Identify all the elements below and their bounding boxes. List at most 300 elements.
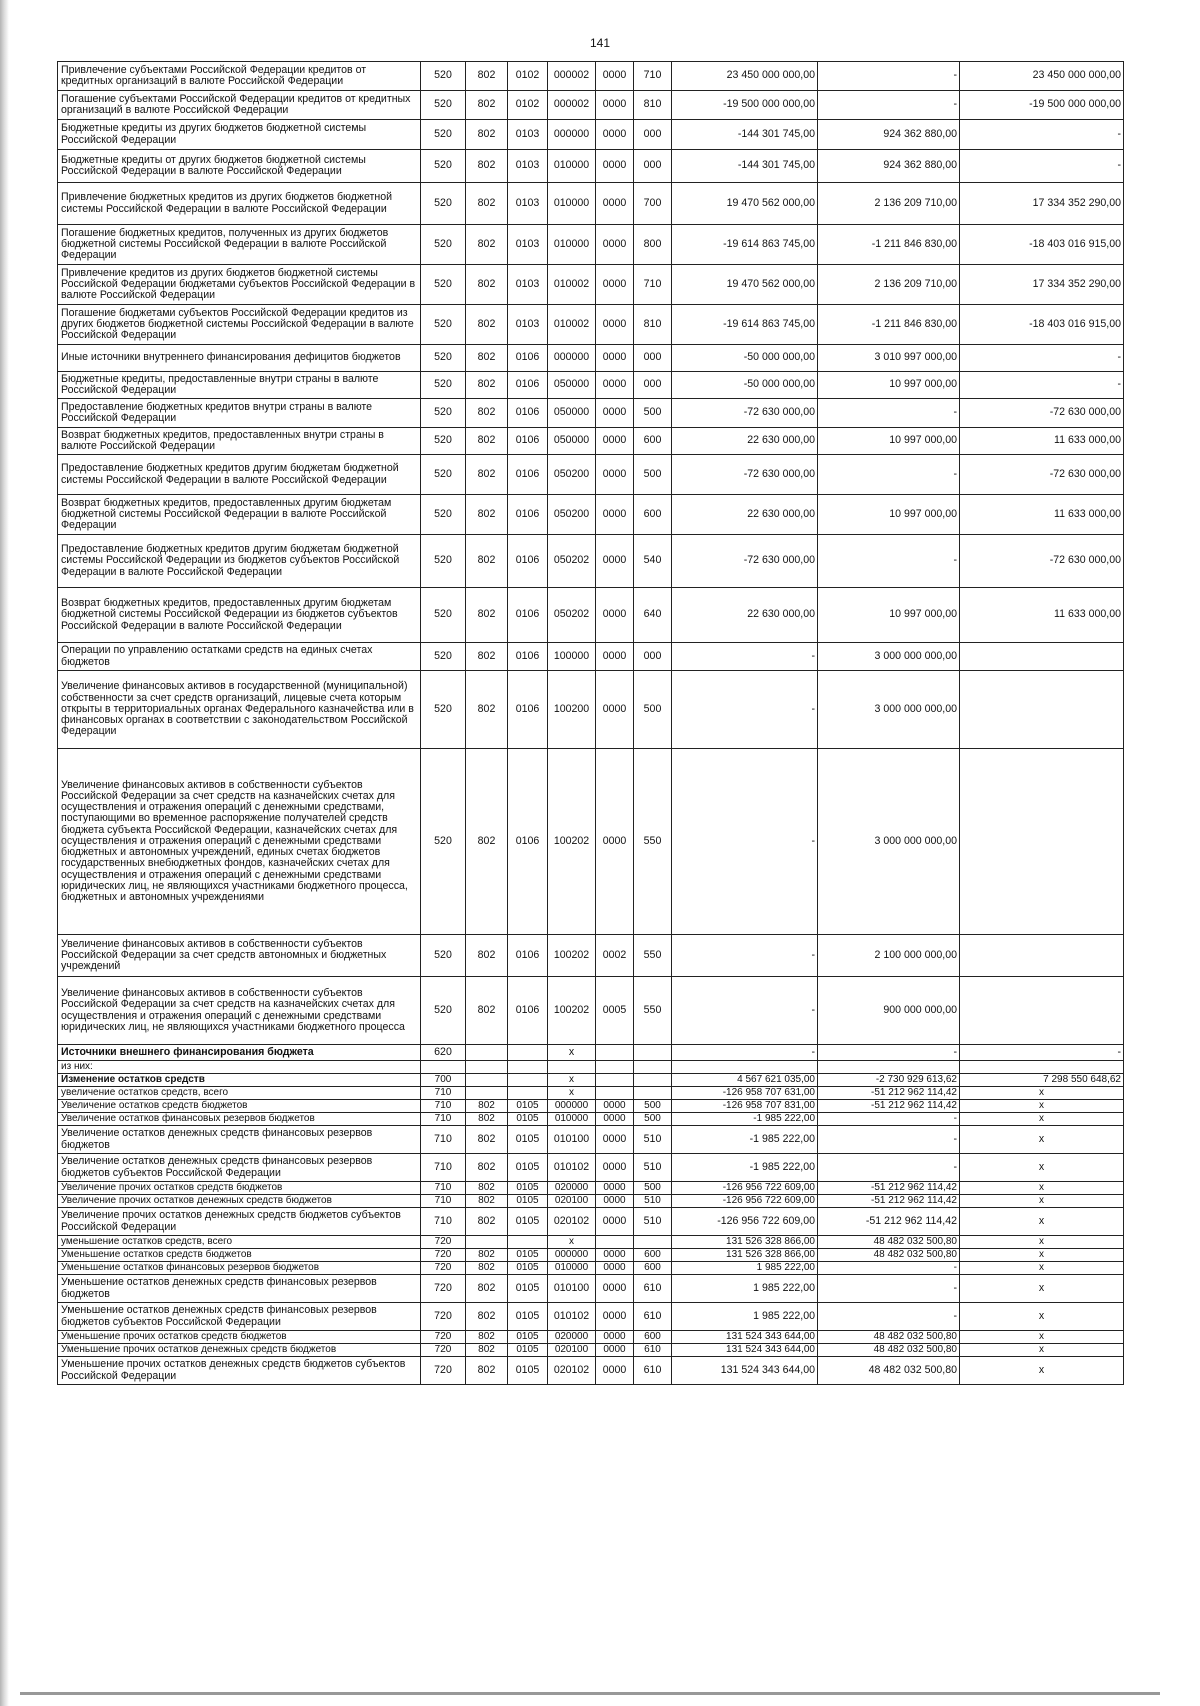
row-remaining-amount: -72 630 000,00 <box>960 535 1124 588</box>
row-group-code: 0106 <box>508 671 548 749</box>
row-kosgu-code: 610 <box>634 1303 672 1331</box>
row-executed-amount: 10 997 000,00 <box>818 428 960 455</box>
table-row <box>58 535 1124 588</box>
table-row <box>58 1344 1124 1357</box>
row-article-code: 100202 <box>548 749 596 935</box>
row-remaining-amount <box>960 749 1124 935</box>
row-article-code: 050000 <box>548 399 596 428</box>
row-line-code: 520 <box>421 935 466 977</box>
row-approved-amount: - <box>672 643 818 671</box>
row-gad-code: 802 <box>466 935 508 977</box>
row-kind-code: 0000 <box>596 1262 634 1275</box>
row-kosgu-code: 500 <box>634 1100 672 1113</box>
row-kind-code <box>596 1045 634 1061</box>
row-line-code: 710 <box>421 1154 466 1182</box>
row-kosgu-code <box>634 1087 672 1100</box>
row-gad-code: 802 <box>466 345 508 372</box>
row-kosgu-code: 600 <box>634 1249 672 1262</box>
table-row <box>58 1275 1124 1303</box>
row-line-code: 520 <box>421 91 466 120</box>
row-line-code: 720 <box>421 1331 466 1344</box>
row-executed-amount: - <box>818 91 960 120</box>
row-name: Привлечение кредитов из других бюджетов бюджетной системы Российской Федерации бюджетами субъектов Российской Федерации в валюте Российской Федерации <box>58 265 421 305</box>
row-executed-amount: 900 000 000,00 <box>818 977 960 1045</box>
row-name: Уменьшение прочих остатков денежных средств бюджетов <box>58 1344 421 1357</box>
row-gad-code: 802 <box>466 671 508 749</box>
row-group-code: 0106 <box>508 428 548 455</box>
row-kind-code: 0000 <box>596 1357 634 1385</box>
table-row <box>58 91 1124 120</box>
row-group-code: 0105 <box>508 1275 548 1303</box>
row-kind-code: 0000 <box>596 225 634 265</box>
row-kind-code: 0000 <box>596 1113 634 1126</box>
table-row <box>58 1236 1124 1249</box>
row-executed-amount: 924 362 880,00 <box>818 120 960 150</box>
row-name: Уменьшение остатков средств бюджетов <box>58 1249 421 1262</box>
row-name: Операции по управлению остатками средств на единых счетах бюджетов <box>58 643 421 671</box>
table-row <box>58 1262 1124 1275</box>
row-name: Возврат бюджетных кредитов, предоставленных внутри страны в валюте Российской Федерации <box>58 428 421 455</box>
row-gad-code <box>466 1087 508 1100</box>
row-kosgu-code: 510 <box>634 1126 672 1154</box>
row-group-code: 0103 <box>508 305 548 345</box>
row-approved-amount: -144 301 745,00 <box>672 120 818 150</box>
row-kosgu-code: 000 <box>634 345 672 372</box>
row-article-code: 010102 <box>548 1154 596 1182</box>
row-article-code: 000000 <box>548 345 596 372</box>
row-remaining-amount <box>960 977 1124 1045</box>
row-article-code: 010002 <box>548 305 596 345</box>
row-kind-code: 0000 <box>596 305 634 345</box>
row-article-code: 010000 <box>548 1262 596 1275</box>
row-executed-amount: 10 997 000,00 <box>818 372 960 399</box>
row-approved-amount: 22 630 000,00 <box>672 428 818 455</box>
row-group-code: 0106 <box>508 372 548 399</box>
table-row <box>58 372 1124 399</box>
row-remaining-amount: 11 633 000,00 <box>960 428 1124 455</box>
row-name: Изменение остатков средств <box>58 1074 421 1087</box>
row-remaining-amount: x <box>960 1087 1124 1100</box>
table-row <box>58 643 1124 671</box>
row-line-code: 520 <box>421 977 466 1045</box>
row-gad-code: 802 <box>466 1113 508 1126</box>
row-group-code: 0106 <box>508 588 548 643</box>
row-remaining-amount: x <box>960 1357 1124 1385</box>
row-remaining-amount: 11 633 000,00 <box>960 495 1124 535</box>
row-kind-code: 0000 <box>596 1331 634 1344</box>
row-name: Уменьшение остатков финансовых резервов бюджетов <box>58 1262 421 1275</box>
row-name: Бюджетные кредиты из других бюджетов бюджетной системы Российской Федерации <box>58 120 421 150</box>
row-line-code: 710 <box>421 1182 466 1195</box>
row-group-code: 0106 <box>508 455 548 495</box>
row-executed-amount: - <box>818 62 960 91</box>
row-kind-code: 0000 <box>596 1344 634 1357</box>
row-line-code: 710 <box>421 1195 466 1208</box>
row-article-code: x <box>548 1045 596 1061</box>
row-executed-amount: -51 212 962 114,42 <box>818 1100 960 1113</box>
table-row <box>58 977 1124 1045</box>
row-line-code: 710 <box>421 1126 466 1154</box>
row-executed-amount: - <box>818 399 960 428</box>
page-number: 141 <box>589 36 611 50</box>
row-kosgu-code: 600 <box>634 1262 672 1275</box>
row-approved-amount: 19 470 562 000,00 <box>672 265 818 305</box>
row-approved-amount: -126 956 722 609,00 <box>672 1195 818 1208</box>
row-kind-code: 0000 <box>596 588 634 643</box>
row-remaining-amount: x <box>960 1275 1124 1303</box>
table-row <box>58 1074 1124 1087</box>
row-line-code: 710 <box>421 1087 466 1100</box>
row-name: Возврат бюджетных кредитов, предоставленных другим бюджетам бюджетной системы Российской Федерации в валюте Российской Федерации <box>58 495 421 535</box>
row-approved-amount: -19 500 000 000,00 <box>672 91 818 120</box>
row-kind-code: 0000 <box>596 535 634 588</box>
row-gad-code: 802 <box>466 1154 508 1182</box>
row-line-code: 520 <box>421 150 466 183</box>
row-remaining-amount: 17 334 352 290,00 <box>960 265 1124 305</box>
row-kosgu-code: 600 <box>634 428 672 455</box>
row-group-code: 0106 <box>508 977 548 1045</box>
row-group-code: 0106 <box>508 535 548 588</box>
row-approved-amount: 1 985 222,00 <box>672 1262 818 1275</box>
row-kosgu-code: 500 <box>634 1182 672 1195</box>
table-row <box>58 150 1124 183</box>
row-name: Возврат бюджетных кредитов, предоставленных другим бюджетам бюджетной системы Российской Федерации из бюджетов субъектов Российской Федерации в валюте Российской Федерации <box>58 588 421 643</box>
table-row <box>58 265 1124 305</box>
row-kind-code <box>596 1087 634 1100</box>
row-article-code: 010000 <box>548 183 596 225</box>
row-line-code: 720 <box>421 1249 466 1262</box>
row-approved-amount <box>672 1061 818 1074</box>
row-gad-code: 802 <box>466 120 508 150</box>
row-name: Бюджетные кредиты от других бюджетов бюджетной системы Российской Федерации в валюте Российской Федерации <box>58 150 421 183</box>
table-row <box>58 428 1124 455</box>
table-body <box>58 62 1124 1385</box>
row-article-code: 050200 <box>548 455 596 495</box>
row-gad-code: 802 <box>466 588 508 643</box>
table-row <box>58 1126 1124 1154</box>
row-kind-code: 0000 <box>596 62 634 91</box>
row-executed-amount: -51 212 962 114,42 <box>818 1208 960 1236</box>
row-gad-code: 802 <box>466 91 508 120</box>
table-row <box>58 1154 1124 1182</box>
row-executed-amount: 10 997 000,00 <box>818 495 960 535</box>
row-executed-amount: 3 010 997 000,00 <box>818 345 960 372</box>
row-name: Увеличение финансовых активов в собственности субъектов Российской Федерации за счет средств на казначейских счетах для осуществления и отражения операций с денежными средствами юридических лиц, не являющихся участниками бюджетного процесса <box>58 977 421 1045</box>
row-executed-amount: - <box>818 1045 960 1061</box>
row-group-code <box>508 1074 548 1087</box>
row-gad-code: 802 <box>466 1208 508 1236</box>
row-article-code: 000000 <box>548 120 596 150</box>
row-article-code: 010000 <box>548 150 596 183</box>
row-name: уменьшение остатков средств, всего <box>58 1236 421 1249</box>
row-executed-amount: 924 362 880,00 <box>818 150 960 183</box>
row-gad-code: 802 <box>466 1344 508 1357</box>
row-line-code: 520 <box>421 749 466 935</box>
row-executed-amount: 48 482 032 500,80 <box>818 1331 960 1344</box>
scan-bottom-edge <box>20 1692 1160 1695</box>
row-remaining-amount <box>960 1061 1124 1074</box>
row-remaining-amount <box>960 643 1124 671</box>
row-gad-code: 802 <box>466 1357 508 1385</box>
table-row <box>58 1195 1124 1208</box>
row-group-code: 0106 <box>508 749 548 935</box>
row-gad-code: 802 <box>466 1262 508 1275</box>
row-name: Привлечение бюджетных кредитов из других бюджетов бюджетной системы Российской Федерации в валюте Российской Федерации <box>58 183 421 225</box>
row-name: Предоставление бюджетных кредитов другим бюджетам бюджетной системы Российской Федерации в валюте Российской Федерации <box>58 455 421 495</box>
row-line-code: 520 <box>421 535 466 588</box>
row-kind-code: 0000 <box>596 1249 634 1262</box>
row-group-code: 0105 <box>508 1344 548 1357</box>
row-approved-amount: -1 985 222,00 <box>672 1126 818 1154</box>
row-kosgu-code: 510 <box>634 1195 672 1208</box>
row-group-code: 0103 <box>508 150 548 183</box>
row-group-code: 0103 <box>508 183 548 225</box>
row-remaining-amount: -72 630 000,00 <box>960 455 1124 495</box>
row-executed-amount: - <box>818 1275 960 1303</box>
row-approved-amount: -19 614 863 745,00 <box>672 305 818 345</box>
row-approved-amount: -50 000 000,00 <box>672 372 818 399</box>
row-name: Увеличение остатков денежных средств финансовых резервов бюджетов субъектов Российской Федерации <box>58 1154 421 1182</box>
row-article-code: 000000 <box>548 1249 596 1262</box>
row-name: Увеличение прочих остатков денежных средств бюджетов <box>58 1195 421 1208</box>
row-article-code: 000000 <box>548 1100 596 1113</box>
row-group-code: 0105 <box>508 1331 548 1344</box>
row-kosgu-code: 810 <box>634 305 672 345</box>
row-group-code: 0103 <box>508 265 548 305</box>
row-approved-amount: - <box>672 671 818 749</box>
row-name: Уменьшение прочих остатков средств бюджетов <box>58 1331 421 1344</box>
row-group-code: 0106 <box>508 935 548 977</box>
row-name: Иные источники внутреннего финансирования дефицитов бюджетов <box>58 345 421 372</box>
row-kosgu-code: 800 <box>634 225 672 265</box>
table-row <box>58 62 1124 91</box>
table-row <box>58 1045 1124 1061</box>
table-row <box>58 1113 1124 1126</box>
row-approved-amount: 131 526 328 866,00 <box>672 1249 818 1262</box>
row-article-code: 010000 <box>548 1113 596 1126</box>
row-gad-code: 802 <box>466 62 508 91</box>
row-kosgu-code: 000 <box>634 120 672 150</box>
row-executed-amount: 10 997 000,00 <box>818 588 960 643</box>
row-line-code: 520 <box>421 183 466 225</box>
table-row <box>58 588 1124 643</box>
row-kosgu-code: 700 <box>634 183 672 225</box>
row-kind-code: 0000 <box>596 1182 634 1195</box>
row-article-code: 020100 <box>548 1344 596 1357</box>
row-executed-amount: 3 000 000 000,00 <box>818 643 960 671</box>
row-remaining-amount: x <box>960 1262 1124 1275</box>
row-article-code: 050202 <box>548 588 596 643</box>
row-approved-amount: -19 614 863 745,00 <box>672 225 818 265</box>
row-article-code: 020000 <box>548 1182 596 1195</box>
row-remaining-amount <box>960 671 1124 749</box>
row-line-code: 720 <box>421 1303 466 1331</box>
row-kind-code: 0000 <box>596 1195 634 1208</box>
row-group-code: 0105 <box>508 1100 548 1113</box>
table-row <box>58 183 1124 225</box>
row-kosgu-code: 710 <box>634 265 672 305</box>
table-row <box>58 1357 1124 1385</box>
row-kind-code: 0000 <box>596 1126 634 1154</box>
row-kosgu-code: 510 <box>634 1154 672 1182</box>
row-kind-code: 0000 <box>596 455 634 495</box>
row-kind-code: 0000 <box>596 265 634 305</box>
row-kind-code: 0000 <box>596 671 634 749</box>
row-approved-amount: 22 630 000,00 <box>672 588 818 643</box>
row-remaining-amount: 23 450 000 000,00 <box>960 62 1124 91</box>
row-article-code: 100200 <box>548 671 596 749</box>
row-gad-code: 802 <box>466 150 508 183</box>
table-row <box>58 345 1124 372</box>
row-gad-code: 802 <box>466 749 508 935</box>
table-row <box>58 935 1124 977</box>
row-name: Увеличение финансовых активов в собственности субъектов Российской Федерации за счет средств на казначейских счетах для осуществления и отражения операций с денежными средствами, поступающими во временное распоряжение получателей средств бюджета субъекта Российской Федерации, казначейских счетах для осуществления и отражения операций с денежными средствами бюджетных и автономных учреждений, единых счетах бюджетов государственных внебюджетных фондов, казначейских счетах для осуществления и отражения операций с денежными средствами юридических лиц, не являющихся участниками бюджетного процесса, бюджетных и автономных учреждениями <box>58 749 421 935</box>
row-line-code: 720 <box>421 1357 466 1385</box>
row-line-code: 520 <box>421 495 466 535</box>
row-group-code: 0105 <box>508 1303 548 1331</box>
row-name: увеличение остатков средств, всего <box>58 1087 421 1100</box>
row-kind-code: 0000 <box>596 749 634 935</box>
row-kind-code: 0000 <box>596 1154 634 1182</box>
row-gad-code: 802 <box>466 455 508 495</box>
table-row <box>58 455 1124 495</box>
row-name: Источники внешнего финансирования бюджета <box>58 1045 421 1061</box>
row-remaining-amount: - <box>960 150 1124 183</box>
row-line-code: 720 <box>421 1236 466 1249</box>
row-kosgu-code: 500 <box>634 399 672 428</box>
table-row <box>58 671 1124 749</box>
row-executed-amount: - <box>818 1262 960 1275</box>
row-group-code <box>508 1087 548 1100</box>
row-approved-amount: 4 567 621 035,00 <box>672 1074 818 1087</box>
row-gad-code: 802 <box>466 428 508 455</box>
row-name: Уменьшение прочих остатков денежных средств бюджетов субъектов Российской Федерации <box>58 1357 421 1385</box>
row-group-code <box>508 1061 548 1074</box>
row-kind-code: 0000 <box>596 1100 634 1113</box>
table-row <box>58 399 1124 428</box>
row-article-code: 100000 <box>548 643 596 671</box>
row-gad-code: 802 <box>466 1100 508 1113</box>
row-remaining-amount: x <box>960 1113 1124 1126</box>
row-kosgu-code: 500 <box>634 1113 672 1126</box>
row-executed-amount: - <box>818 1126 960 1154</box>
row-kosgu-code: 810 <box>634 91 672 120</box>
row-remaining-amount: 11 633 000,00 <box>960 588 1124 643</box>
row-executed-amount: 48 482 032 500,80 <box>818 1236 960 1249</box>
row-approved-amount: -72 630 000,00 <box>672 399 818 428</box>
row-executed-amount: - <box>818 1303 960 1331</box>
row-group-code: 0105 <box>508 1113 548 1126</box>
row-article-code: x <box>548 1074 596 1087</box>
row-name: Увеличение финансовых активов в государственной (муниципальной) собственности за счет средств организаций, лицевые счета которым открыты в территориальных органах Федерального казначейства или в финансовых органах в соответствии с законодательством Российской Федерации <box>58 671 421 749</box>
row-remaining-amount: x <box>960 1331 1124 1344</box>
row-executed-amount: -1 211 846 830,00 <box>818 225 960 265</box>
row-article-code: x <box>548 1236 596 1249</box>
row-line-code: 520 <box>421 588 466 643</box>
row-kind-code: 0000 <box>596 1275 634 1303</box>
row-kind-code <box>596 1061 634 1074</box>
table-row <box>58 749 1124 935</box>
row-article-code: 010002 <box>548 265 596 305</box>
row-article-code: 000002 <box>548 62 596 91</box>
row-line-code: 720 <box>421 1262 466 1275</box>
row-group-code: 0103 <box>508 120 548 150</box>
row-kind-code: 0000 <box>596 150 634 183</box>
row-kosgu-code: 600 <box>634 1331 672 1344</box>
row-article-code: 100202 <box>548 935 596 977</box>
row-line-code: 520 <box>421 372 466 399</box>
row-name: Увеличение прочих остатков денежных средств бюджетов субъектов Российской Федерации <box>58 1208 421 1236</box>
row-remaining-amount <box>960 935 1124 977</box>
row-kosgu-code: 550 <box>634 935 672 977</box>
row-line-code: 700 <box>421 1074 466 1087</box>
row-remaining-amount: 17 334 352 290,00 <box>960 183 1124 225</box>
row-kosgu-code: 640 <box>634 588 672 643</box>
row-article-code: 100202 <box>548 977 596 1045</box>
row-approved-amount: -144 301 745,00 <box>672 150 818 183</box>
row-kind-code: 0000 <box>596 643 634 671</box>
row-name: Погашение бюджетами субъектов Российской Федерации кредитов из других бюджетов бюджетной системы Российской Федерации в валюте Российской Федерации <box>58 305 421 345</box>
row-approved-amount: 19 470 562 000,00 <box>672 183 818 225</box>
row-name: Бюджетные кредиты, предоставленные внутри страны в валюте Российской Федерации <box>58 372 421 399</box>
row-remaining-amount: x <box>960 1303 1124 1331</box>
row-article-code: 020000 <box>548 1331 596 1344</box>
scan-edge-shadow <box>0 0 9 1706</box>
row-executed-amount: -51 212 962 114,42 <box>818 1182 960 1195</box>
row-gad-code: 802 <box>466 265 508 305</box>
row-remaining-amount: - <box>960 120 1124 150</box>
row-article-code: 050000 <box>548 372 596 399</box>
row-gad-code <box>466 1045 508 1061</box>
row-gad-code: 802 <box>466 399 508 428</box>
row-line-code: 520 <box>421 455 466 495</box>
row-remaining-amount: -19 500 000 000,00 <box>960 91 1124 120</box>
table-row <box>58 1249 1124 1262</box>
row-gad-code: 802 <box>466 372 508 399</box>
row-approved-amount: -126 956 722 609,00 <box>672 1182 818 1195</box>
row-remaining-amount: 7 298 550 648,62 <box>960 1074 1124 1087</box>
table-row <box>58 305 1124 345</box>
row-executed-amount: 2 136 209 710,00 <box>818 183 960 225</box>
row-group-code: 0105 <box>508 1195 548 1208</box>
row-line-code: 710 <box>421 1113 466 1126</box>
row-kosgu-code: 610 <box>634 1275 672 1303</box>
row-approved-amount: 23 450 000 000,00 <box>672 62 818 91</box>
row-approved-amount: -126 958 707 831,00 <box>672 1100 818 1113</box>
row-gad-code: 802 <box>466 305 508 345</box>
row-executed-amount: - <box>818 1113 960 1126</box>
row-group-code: 0106 <box>508 495 548 535</box>
row-line-code: 710 <box>421 1208 466 1236</box>
row-gad-code: 802 <box>466 1249 508 1262</box>
row-kind-code: 0000 <box>596 428 634 455</box>
row-name: из них: <box>58 1061 421 1074</box>
row-remaining-amount: -72 630 000,00 <box>960 399 1124 428</box>
row-kind-code: 0000 <box>596 345 634 372</box>
row-line-code: 710 <box>421 1100 466 1113</box>
row-gad-code: 802 <box>466 1126 508 1154</box>
row-kosgu-code: 000 <box>634 372 672 399</box>
row-group-code: 0105 <box>508 1262 548 1275</box>
row-article-code: x <box>548 1087 596 1100</box>
row-group-code: 0105 <box>508 1249 548 1262</box>
row-kind-code: 0000 <box>596 183 634 225</box>
row-name: Предоставление бюджетных кредитов другим бюджетам бюджетной системы Российской Федерации из бюджетов субъектов Российской Федерации в валюте Российской Федерации <box>58 535 421 588</box>
row-kosgu-code <box>634 1061 672 1074</box>
row-article-code: 020100 <box>548 1195 596 1208</box>
row-kosgu-code <box>634 1045 672 1061</box>
row-approved-amount: - <box>672 935 818 977</box>
